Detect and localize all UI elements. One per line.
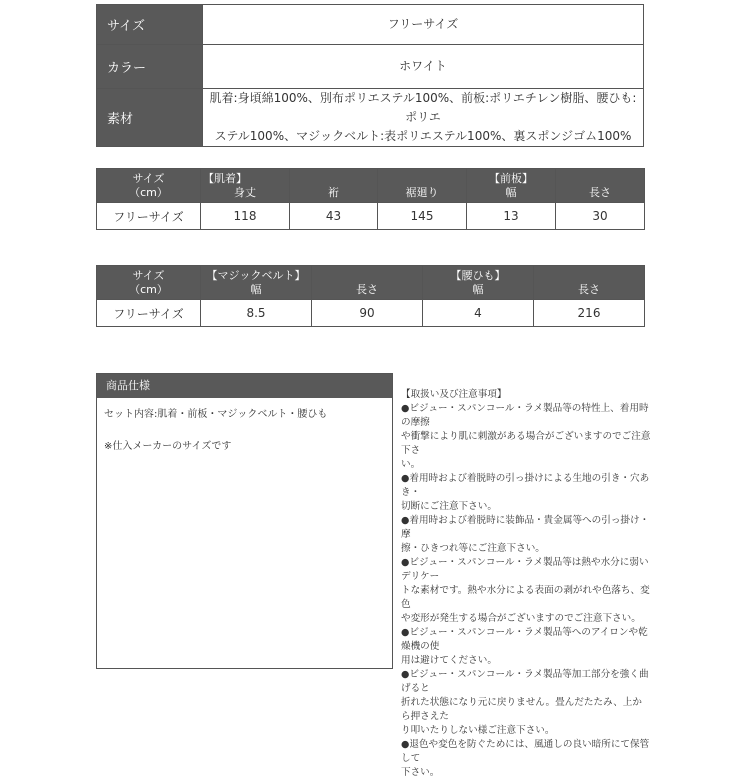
row-haba: 13 [467, 203, 556, 230]
header-belt-nagasa-label: 長さ [356, 282, 378, 296]
note-line: 擦・ひきつれ等にご注意下さい。 [401, 543, 545, 554]
header-size-top: サイズ [132, 268, 165, 282]
header-yuki-label: 裄 [328, 185, 339, 199]
row-koshi-nagasa: 216 [534, 300, 645, 327]
header-mitake [201, 169, 290, 203]
header-koshi-nagasa [534, 266, 645, 300]
header-size [97, 169, 201, 203]
note-line: ●ビジュー・スパンコール・ラメ製品等加工部分を強く曲げると [401, 669, 649, 694]
note-line: 下さい。 [401, 767, 440, 778]
notes-title: 【取扱い及び注意事項】 [401, 389, 507, 400]
row-belt-haba: 8.5 [201, 300, 312, 327]
note-line: ●退色や変色を防ぐためには、風通しの良い暗所にて保管して [401, 739, 650, 764]
header-susomawari [378, 169, 467, 203]
header-belt-group: 【マジックベルト】 [206, 268, 306, 282]
row-koshi-haba: 4 [423, 300, 534, 327]
note-line: 用は避けてください。 [401, 655, 497, 666]
row-belt-nagasa: 90 [312, 300, 423, 327]
header-koshi-nagasa-label: 長さ [578, 282, 600, 296]
color-label: カラー [97, 45, 203, 89]
header-belt-haba-label: 幅 [250, 282, 262, 296]
note-line: い。 [401, 459, 421, 470]
color-value: ホワイト [203, 45, 644, 89]
material-value [203, 89, 644, 147]
header-maeita-group: 【前板】 [489, 171, 533, 185]
note-line: ●ビジュー・スパンコール・ラメ製品等は熱や水分に弱いデリケー [401, 557, 649, 582]
row-size: フリーサイズ [97, 203, 201, 230]
header-yuki [290, 169, 378, 203]
header-koshi-group: 【腰ひも】 [450, 268, 506, 282]
header-size-unit: （cm） [129, 282, 168, 296]
header-belt-haba [201, 266, 312, 300]
maker-size-note: ※仕入メーカーのサイズです [104, 441, 232, 452]
note-line: り叩いたりしない様ご注意下さい。 [401, 725, 555, 736]
header-nagasa-label: 長さ [589, 185, 611, 199]
material-line-2: ステル100%、マジックベルト:表ポリエステル100%、裏スポンジゴム100% [214, 129, 632, 143]
size-label: サイズ [97, 5, 203, 45]
material-label: 素材 [97, 89, 203, 147]
size-table-belt [96, 265, 645, 327]
note-line: ●着用時および着脱時に装飾品・貴金属等への引っ掛け・摩 [401, 515, 650, 540]
note-line: ●着用時および着脱時の引っ掛けによる生地の引き・穴あき・ [401, 473, 650, 498]
spec-table [96, 4, 644, 147]
header-size-unit: （cm） [129, 185, 168, 199]
header-hadagi-group: 【肌着】 [203, 171, 247, 185]
note-line: ●ビジュー・スパンコール・ラメ製品等へのアイロンや乾燥機の使 [401, 627, 648, 652]
row-yuki: 43 [290, 203, 378, 230]
header-belt-nagasa [312, 266, 423, 300]
note-line: トな素材です。熱や水分による表面の剥がれや色落ち、変色 [401, 585, 650, 610]
header-haba-label: 幅 [505, 185, 517, 199]
material-line-1: 肌着:身頃綿100%、別布ポリエステル100%、前板:ポリエチレン樹脂、腰ひも:ポリエ [209, 91, 637, 124]
note-line: 切断にご注意下さい。 [401, 501, 497, 512]
header-haba [467, 169, 556, 203]
row-mitake: 118 [201, 203, 290, 230]
header-nagasa [556, 169, 645, 203]
product-spec-box [96, 373, 393, 669]
header-mitake-label: 身丈 [234, 185, 256, 199]
note-line: や変形が発生する場合がございますのでご注意下さい。 [401, 613, 641, 624]
header-size-top: サイズ [132, 171, 165, 185]
note-line: 折れた状態になり元に戻りません。畳んだたたみ、上から押さえた [401, 697, 642, 722]
row-susomawari: 145 [378, 203, 467, 230]
size-value: フリーサイズ [203, 5, 644, 45]
note-line: や衝撃により肌に刺激がある場合がございますのでご注意下さ [401, 431, 651, 456]
set-contents: セット内容:肌着・前板・マジックベルト・腰ひも [104, 409, 328, 420]
row-nagasa: 30 [556, 203, 645, 230]
product-spec-title: 商品仕様 [97, 374, 392, 398]
header-susomawari-label: 裾廻り [405, 185, 439, 199]
header-koshi-haba-label: 幅 [472, 282, 484, 296]
size-table-hadagi [96, 168, 645, 230]
header-koshi-haba [423, 266, 534, 300]
header-size [97, 266, 201, 300]
handling-notes [401, 388, 651, 780]
row-size: フリーサイズ [97, 300, 201, 327]
note-line: ●ビジュー・スパンコール・ラメ製品等の特性上、着用時の摩擦 [401, 403, 649, 428]
